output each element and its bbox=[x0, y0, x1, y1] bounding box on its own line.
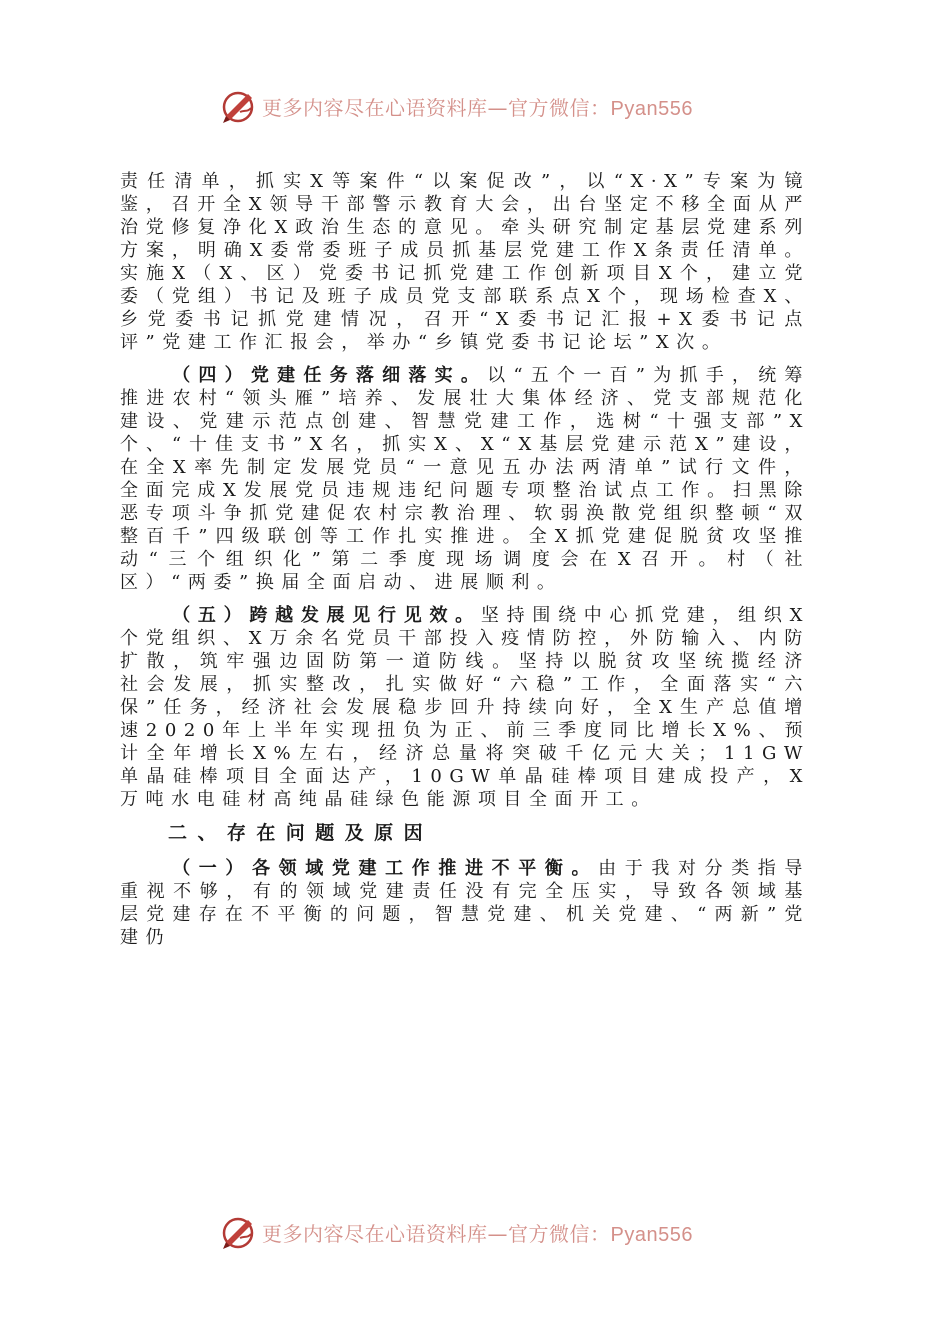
watermark-banner-bottom bbox=[218, 1212, 738, 1252]
pen-logo-icon bbox=[218, 86, 258, 126]
paragraph-2 bbox=[120, 364, 810, 594]
paragraph-4-lead: （一）各领域党建工作推进不平衡。 bbox=[172, 858, 599, 879]
watermark-banner-top bbox=[218, 86, 738, 126]
paragraph-3-lead: （五）跨越发展见行见效。 bbox=[172, 605, 481, 626]
paragraph-4-body: 由于我对分类指导重视不够，有的领域党建责任没有完全压实，导致各领域基层党建存在不平衡的问题，智慧党建、机关党建、“两新”党建仍 bbox=[120, 858, 810, 948]
paragraph-3 bbox=[120, 604, 810, 811]
paragraph-1: 责任清单，抓实X等案件“以案促改”，以“X·X”专案为镜鉴，召开全X领导干部警示教育大会，出台坚定不移全面从严治党修复净化X政治生态的意见。牵头研究制定基层党建系列方案，明确X委常委班子成员抓基层党建工作X条责任清单。实施X（X、区）党委书记抓党建工作创新项目X个，建立党委（党组）书记及班子成员党支部联系点X个，现场检查X、乡党委书记抓党建情况，召开“X委书记汇报+X委书记点评”党建工作汇报会，举办“乡镇党委书记论坛”X次。 bbox=[120, 171, 810, 353]
banner-text: 更多内容尽在心语资料库—官方微信：Pyan556 bbox=[262, 1221, 693, 1246]
section-heading-2: 二、存在问题及原因 bbox=[168, 822, 434, 844]
banner-text: 更多内容尽在心语资料库—官方微信：Pyan556 bbox=[262, 95, 693, 120]
paragraph-2-body: 以“五个一百”为抓手，统筹推进农村“领头雁”培养、发展壮大集体经济、党支部规范化建设、党建示范点创建、智慧党建工作，选树“十强支部”X个、“十佳支书”X名，抓实X、X“X基层党建示范X”建设，在全X率先制定发展党员“一意见五办法两清单”试行文件，全面完成X发展党员违规违纪问题专项整治试点工作。扫黑除恶专项斗争抓党建促农村宗教治理、软弱涣散党组织整顿“双整百千”四级联创等工作扎实推进。全X抓党建促脱贫攻坚推动“三个组织化”第二季度现场调度会在X召开。村（社区）“两委”换届全面启动、进展顺利。 bbox=[120, 365, 810, 593]
document-body bbox=[120, 170, 810, 959]
paragraph-4 bbox=[120, 857, 810, 949]
paragraph-3-body: 坚持围绕中心抓党建，组织X个党组织、X万余名党员干部投入疫情防控，外防输入、内防扩散，筑牢强边固防第一道防线。坚持以脱贫攻坚统揽经济社会发展，抓实整改，扎实做好“六稳”工作，全面落实“六保”任务，经济社会发展稳步回升持续向好，全X生产总值增速2020年上半年实现扭负为正、前三季度同比增长X%、预计全年增长X%左右，经济总量将突破千亿元大关；11GW单晶硅棒项目全面达产，10GW单晶硅棒项目建成投产，X万吨水电硅材高纯晶硅绿色能源项目全面开工。 bbox=[120, 605, 810, 810]
pen-logo-icon bbox=[218, 1212, 258, 1252]
paragraph-2-lead: （四）党建任务落细落实。 bbox=[172, 365, 488, 386]
